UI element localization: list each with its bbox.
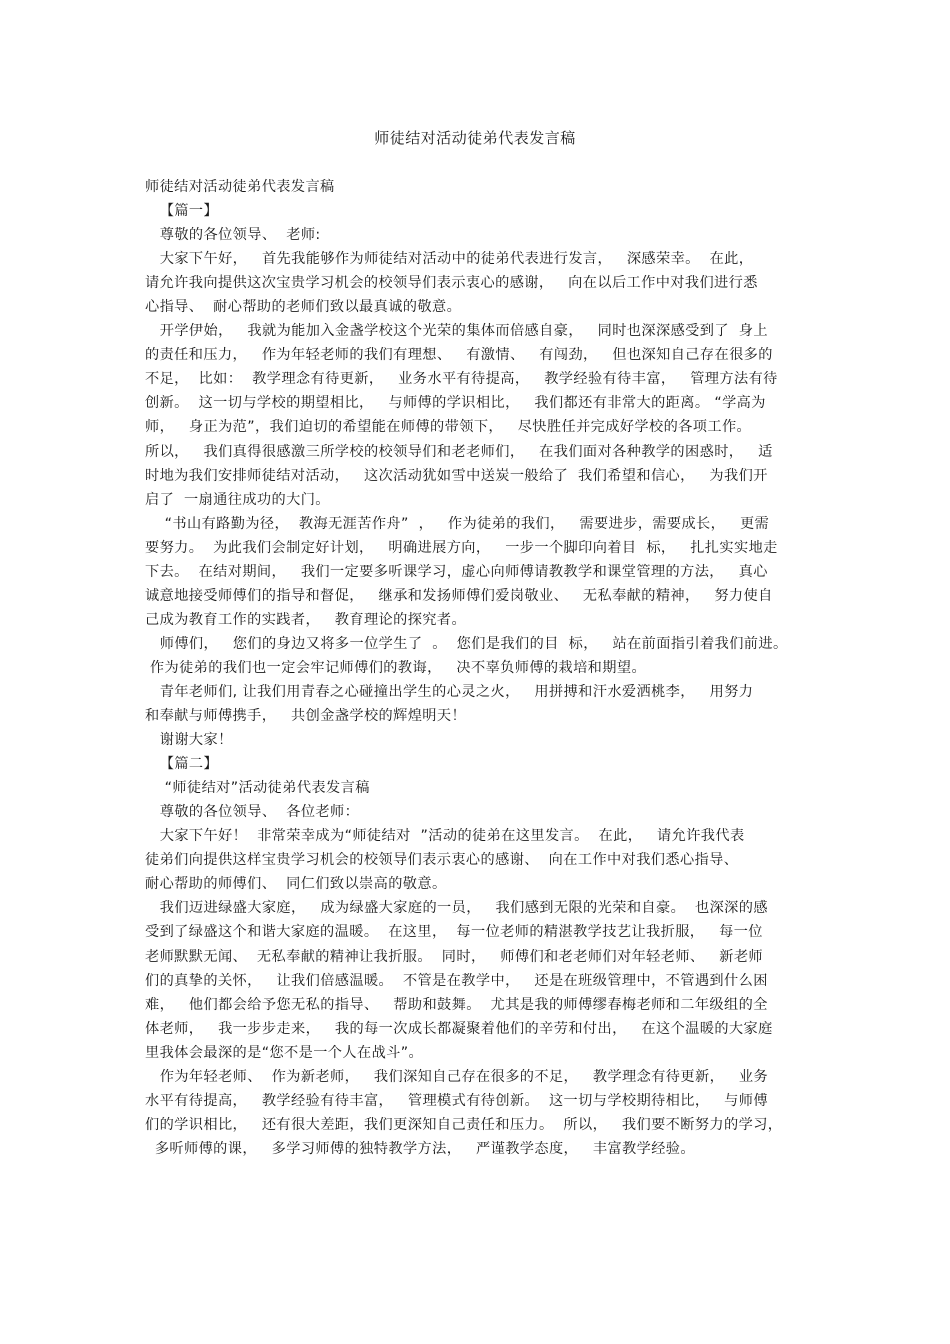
text-line: 受到了绿盛这个和谐大家庭的温暖。 在这里， 每一位老师的精湛教学技艺让我折服， 每一位: [145, 924, 763, 941]
text-line: 我们迈进绿盛大家庭， 成为绿盛大家庭的一员， 我们感到无限的光荣和自豪。 也深深的感: [145, 900, 768, 917]
text-line: 难， 他们都会给予您无私的指导、 帮助和鼓舞。 尤其是我的师傅缪春梅老师和二年级组的全: [145, 996, 768, 1013]
text-line: 青年老师们, 让我们用青春之心碰撞出学生的心灵之火， 用拼搏和汗水爱洒桃李， 用努力: [145, 683, 754, 700]
text-line: 们的学识相比， 还有很大差距，我们更深知自己责任和压力。 所以， 我们要不断努力的学习，: [145, 1116, 783, 1133]
text-line: 要努力。 为此我们会制定好计划， 明确进展方向， 一步一个脚印向着目 标， 扎扎实实地走: [145, 539, 778, 556]
text-line: 的责任和压力， 作为年轻老师的我们有理想、 有激情、 有闯劲， 但也深知自己存在很多的: [145, 347, 773, 364]
text-line: 启了 一扇通往成功的大门。: [145, 491, 330, 508]
text-line: 所以， 我们真得很感激三所学校的校领导们和老老师们， 在我们面对各种教学的困惑时， 适: [145, 443, 773, 460]
text-line: 下去。 在结对期间， 我们一定要多听课学习，虚心向师傅请教教学和课堂管理的方法， 真心: [145, 563, 768, 580]
text-line: 作为徒弟的我们也一定会牢记师傅们的教诲， 决不辜负师傅的栽培和期望。: [145, 659, 647, 676]
text-line: 水平有待提高， 教学经验有待丰富， 管理模式有待创新。 这一切与学校期待相比， 与师傅: [145, 1092, 768, 1109]
text-line: 谢谢大家！: [145, 732, 233, 749]
text-line: 和奉献与师傅携手， 共创金盏学校的辉煌明天！: [145, 708, 467, 725]
text-line: 【篇一】: [145, 203, 219, 220]
text-line: 【篇二】: [145, 756, 219, 773]
text-line: 师， 身正为范”，我们迫切的希望能在师傅的带领下， 尽快胜任并完成好学校的各项工作。: [145, 419, 752, 436]
text-line: 尊敬的各位领导、 各位老师：: [145, 804, 360, 821]
text-line: 尊敬的各位领导、 老师:: [145, 227, 321, 244]
text-line: 耐心帮助的师傅们、 同仁们致以崇高的敬意。: [145, 876, 447, 893]
document-body: [145, 175, 825, 1161]
text-line: 大家下午好！ 非常荣幸成为“师徒结对 ”活动的徒弟在这里发言。 在此， 请允许我代表: [145, 828, 745, 845]
text-line: 师徒结对活动徒弟代表发言稿: [145, 179, 335, 195]
text-line: 创新。 这一切与学校的期望相比， 与师傅的学识相比， 我们都还有非常大的距离。 “学高为: [145, 395, 766, 412]
text-line: 作为年轻老师、 作为新老师， 我们深知自己存在很多的不足， 教学理念有待更新， 业务: [145, 1068, 769, 1085]
text-line: 多听师傅的课， 多学习师傅的独特教学方法， 严谨教学态度， 丰富教学经验。: [145, 1140, 695, 1157]
text-line: 请允许我向提供这次宝贵学习机会的校领导们表示衷心的感谢， 向在以后工作中对我们进行悉: [145, 275, 758, 292]
text-line: 开学伊始， 我就为能加入金盏学校这个光荣的集体而倍感自豪， 同时也深深感受到了 身上: [145, 323, 768, 340]
text-line: 时地为我们安排师徒结对活动， 这次活动犹如雪中送炭一般给了 我们希望和信心， 为我们开: [145, 467, 768, 484]
text-line: 体老师， 我一步步走来， 我的每一次成长都凝聚着他们的辛劳和付出， 在这个温暖的大家庭: [145, 1020, 773, 1037]
text-line: 里我体会最深的是“您不是一个人在战斗”。: [145, 1044, 424, 1061]
text-line: 不足， 比如： 教学理念有待更新， 业务水平有待提高， 教学经验有待丰富， 管理方法有待: [145, 371, 778, 388]
text-line: 诚意地接受师傅们的指导和督促， 继承和发扬师傅们爱岗敬业、 无私奉献的精神， 努力使自: [145, 587, 773, 604]
text-line: “师徒结对”活动徒弟代表发言稿: [145, 780, 370, 797]
page-title: 师徒结对活动徒弟代表发言稿: [374, 129, 576, 147]
text-line: 心指导、 耐心帮助的老师们致以最真诚的敬意。: [145, 299, 462, 316]
text-line: 己成为教育工作的实践者， 教育理论的探究者。: [145, 611, 467, 628]
text-line: 老师默默无闻、 无私奉献的精神让我折服。 同时， 师傅们和老老师们对年轻老师、 新老师: [145, 948, 764, 965]
text-line: 徒弟们向提供这样宝贵学习机会的校领导们表示衷心的感谢、 向在工作中对我们悉心指导、: [145, 852, 739, 869]
text-line: 师傅们， 您们的身边又将多一位学生了 。 您们是我们的目 标， 站在前面指引着我们前进。: [145, 635, 788, 652]
text-line: 大家下午好， 首先我能够作为师徒结对活动中的徒弟代表进行发言， 深感荣幸。 在此，: [145, 251, 754, 268]
text-line: “书山有路勤为径， 教海无涯苦作舟” ， 作为徒弟的我们， 需要进步，需要成长， 更需: [145, 515, 770, 532]
text-line: 们的真挚的关怀， 让我们倍感温暖。 不管是在教学中， 还是在班级管理中，不管遇到什么困: [145, 972, 768, 989]
